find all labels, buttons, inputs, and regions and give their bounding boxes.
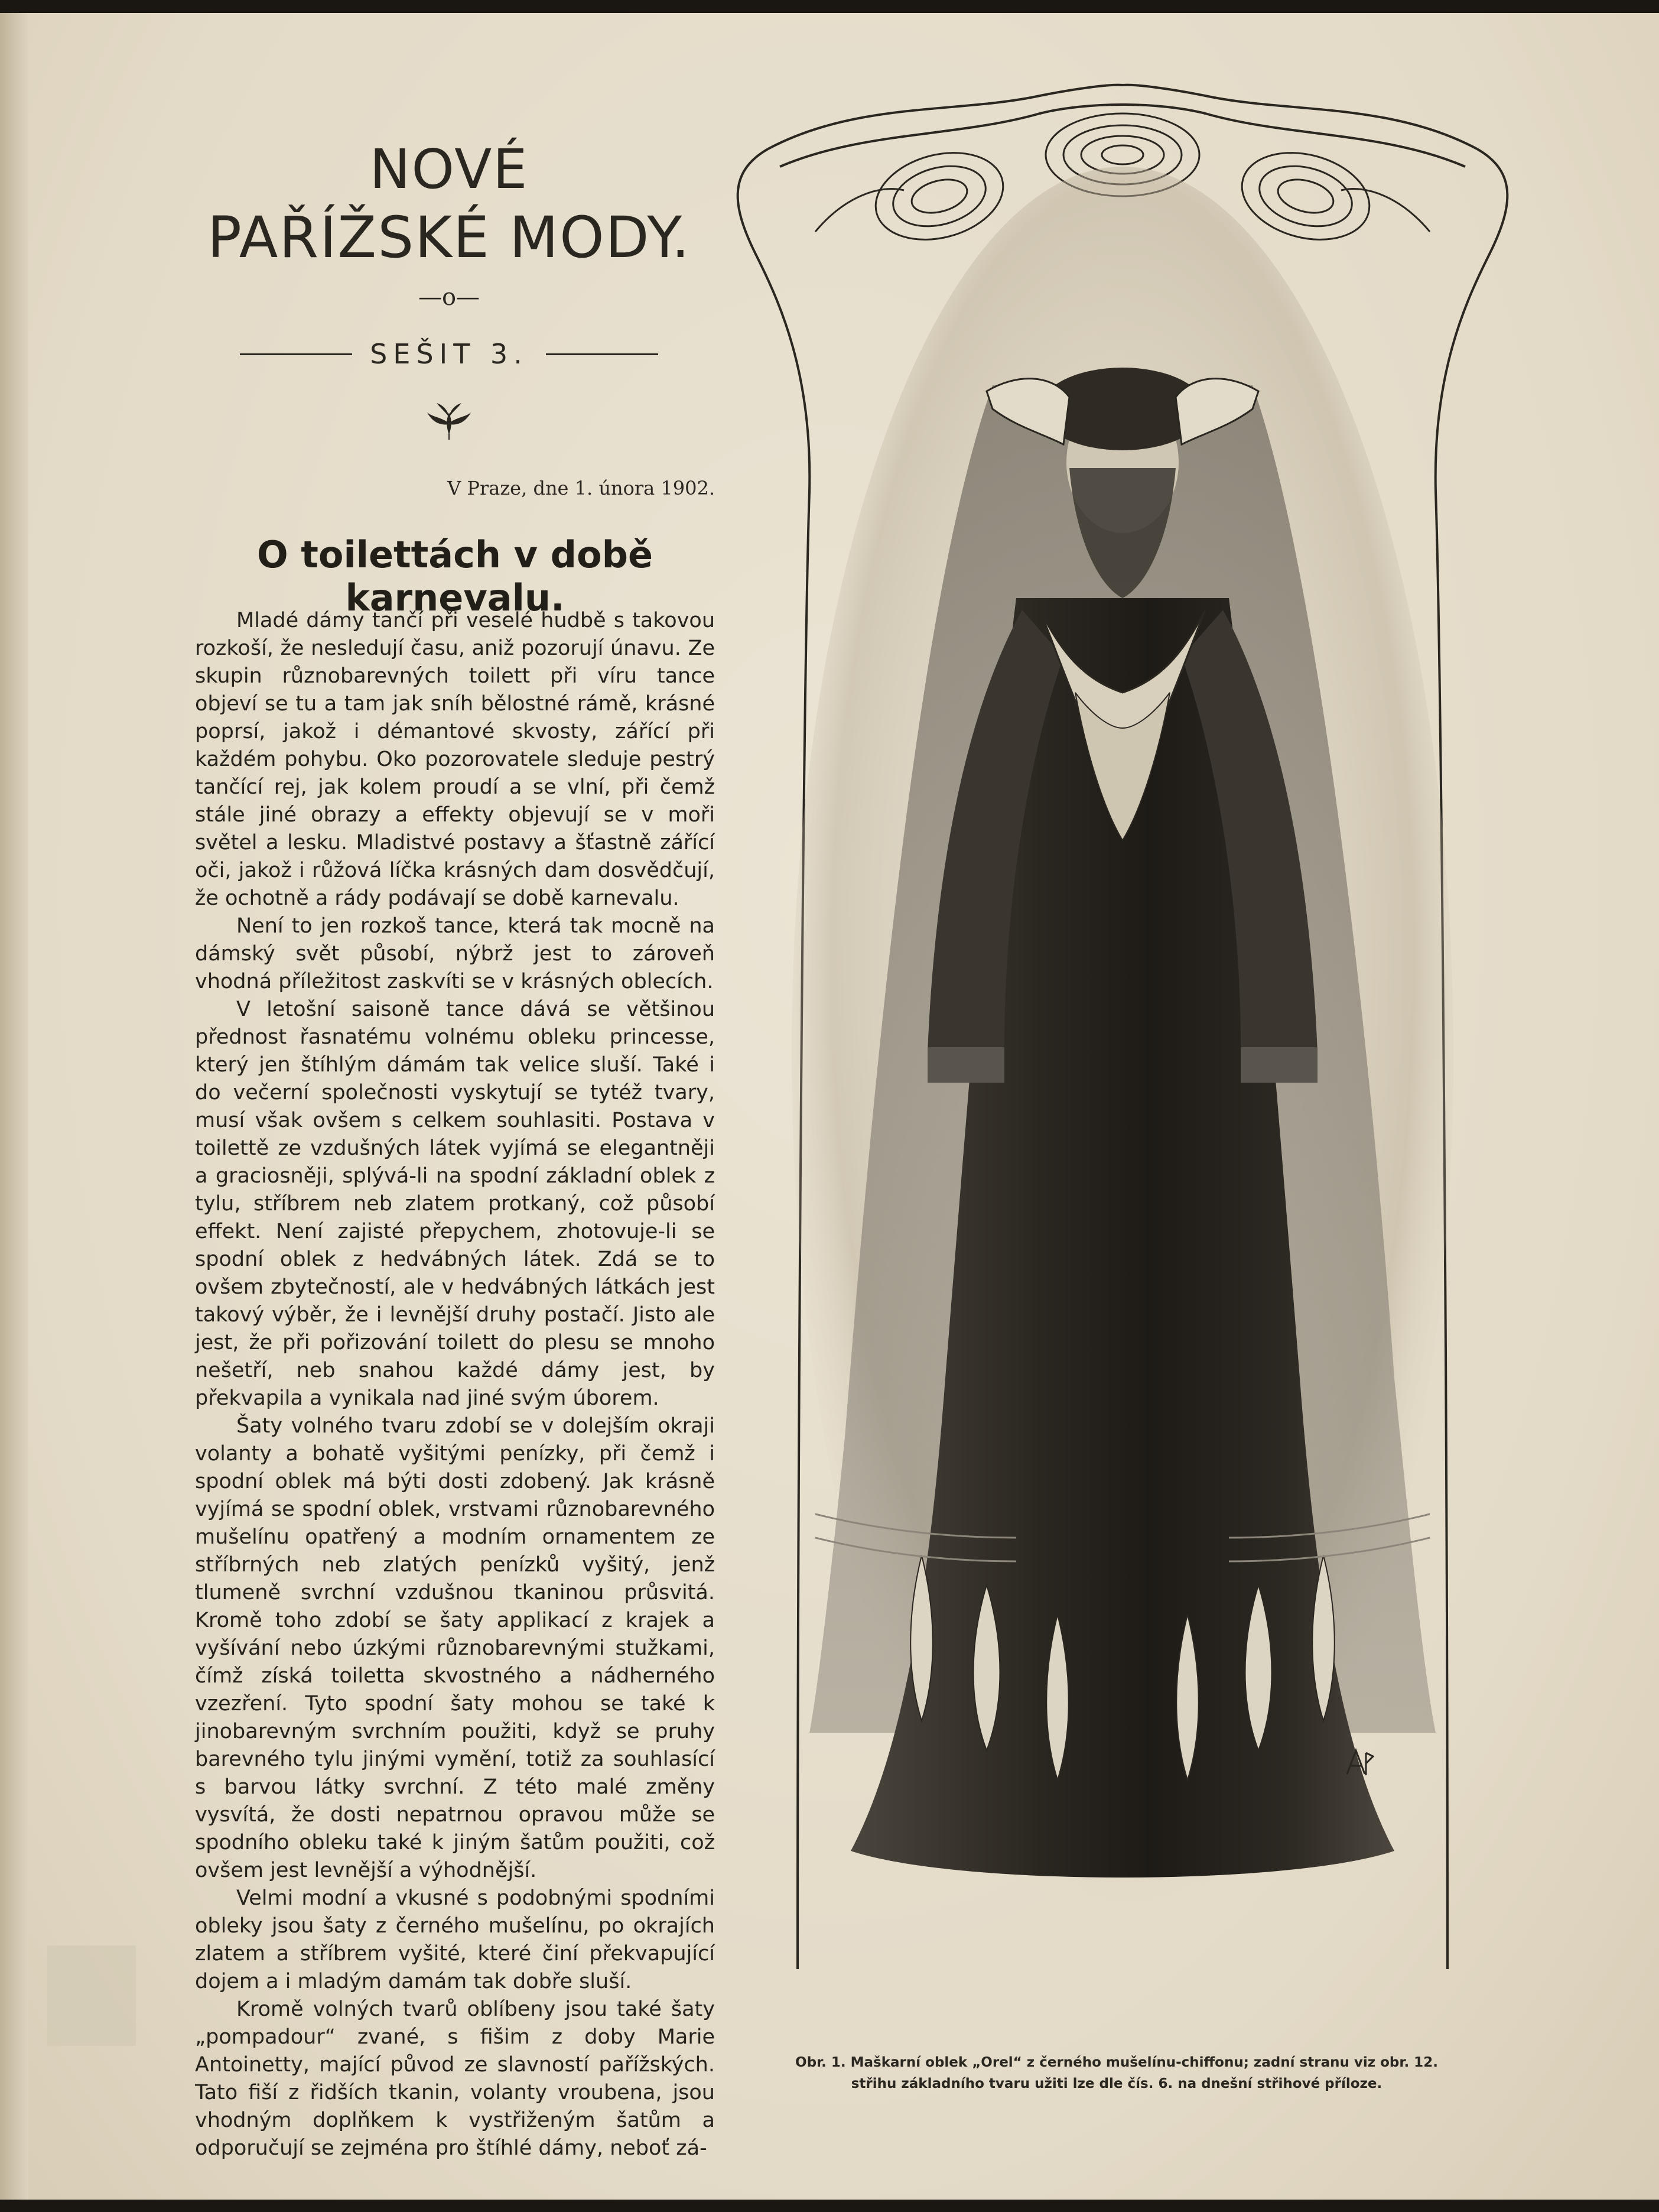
title-divider: —o— xyxy=(418,284,480,311)
article-paragraph: Velmi modní a vkusné s podobnými spodními obleky jsou šaty z černého mušelínu, po okrajích zlatem a stříbrem vyšité, které činí překvapující dojem a i mladým damám tak dobře sluší. xyxy=(195,1886,715,1993)
article-paragraph: Mladé dámy tančí při veselé hudbě s takovou rozkoší, že nesledují času, aniž pozorují únavu. Ze skupin různobarevných toilett při víru tance objeví se tu a tam jak sníh bělostné rámě, krásné poprsí, jakož i démantové skvosty, zářící při každém pohybu. Oko pozorovatele sleduje pestrý tančící rej, jak kolem proudí a se vlní, při čemž stále jiné obrazy a effekty objevují se v moři světel a lesku. Mladistvé postavy a šťastně zářící oči, jakož i růžová líčka krásných dam dosvědčují, že ochotně a rády podávají se době karnevalu. xyxy=(195,609,715,910)
issue-row xyxy=(165,338,733,370)
issue-rule-right xyxy=(546,353,658,355)
issue-number: SEŠIT 3. xyxy=(370,338,528,370)
article-paragraph: Šaty volného tvaru zdobí se v dolejším okraji volanty a bohatě vyšitými penízky, při čemž i spodní oblek má býti dosti zdobený. Jak krásně vyjímá se spodní oblek, vrstvami různobarevného mušelínu opatřený a modním ornamentem ze stříbrných neb zlatých penízků vyšitý, jenž tlumeně svrchní vzdušnou tkaninou průsvitá. Kromě toho zdobí se šaty applikací z krajek a vyšívání nebo úzkými různobarevnými stužkami, čímž získá toiletta skvostného a nádherného vzezření. Tyto spodní šaty mohou se také k jinobarevným svrchním použiti, když se pruhy barevného tylu jinými vymění, totiž za souhlasící s barvou látky svrchní. Z této malé změny vysvítá, že dosti nepatrnou opravou může se spodního obleku také k jiným šatům použiti, což ovšem jest levnější a výhodnější. xyxy=(195,1414,715,1882)
article-paragraph: V letošní saisoně tance dává se většinou přednost řasnatému volnému obleku princesse, který jen štíhlým dámám tak velice sluší. Také i do večerní společnosti vyskytují se tytéž tvary, musí však ovšem s celkem souhlasiti. Postava v toilettě ze vzdušných látek vyjímá se elegantněji a graciosněji, splývá-li na spodní základní oblek z tylu, stříbrem neb zlatem protkaný, což působí effekt. Není zajisté přepychem, zhotovuje-li se spodní oblek z hedvábných látek. Zdá se to ovšem zbytečností, ale v hedvábných látkách jest takový výběr, že i levnější druhy postačí. Jisto ale jest, že při pořizování toilett do plesu se mnoho nešetří, neb snahou každé dámy jest, by překvapila a vynikala nad jiné svým úborem. xyxy=(195,998,715,1410)
page-edge xyxy=(0,13,28,2200)
figure-caption xyxy=(762,2052,1471,2094)
leaf-ornament-icon xyxy=(165,399,733,441)
issue-rule-left xyxy=(240,353,352,355)
title-line-2: PAŘÍŽSKÉ MODY. xyxy=(207,204,691,271)
library-stamp xyxy=(47,1945,136,2046)
caption-line-1: Obr. 1. Maškarní oblek „Orel“ z černého mušelínu-chiffonu; zadní stranu viz obr. 12. xyxy=(795,2055,1438,2070)
dateline: V Praze, dne 1. února 1902. xyxy=(447,477,715,499)
article-paragraph: Kromě volných tvarů oblíbeny jsou také šaty „pompadour“ zvané, s fišim z doby Marie Antoinetty, mající původ ze slavností pařížských. Tato fiší z řidších tkanin, volanty vroubena, jsou vhodným doplňkem k vystřiženým šatům a odporučují se zejména pro štíhlé dámy, neboť zá- xyxy=(195,1997,715,2160)
fashion-illustration xyxy=(709,78,1536,2028)
caption-line-2: střihu základního tvaru užiti lze dle čís. 6. na dnešní střihové příloze. xyxy=(851,2076,1382,2091)
article-title: O toilettách v době karnevalu. xyxy=(256,533,653,619)
article-body xyxy=(195,607,715,2162)
title-line-1: NOVÉ xyxy=(369,138,529,201)
page xyxy=(0,13,1659,2200)
article-paragraph: Není to jen rozkoš tance, která tak mocně na dámský svět působí, nýbrž jest to zároveň vhodná příležitost zaskvíti se v krásných oblecích. xyxy=(195,914,715,993)
masthead xyxy=(165,137,733,441)
